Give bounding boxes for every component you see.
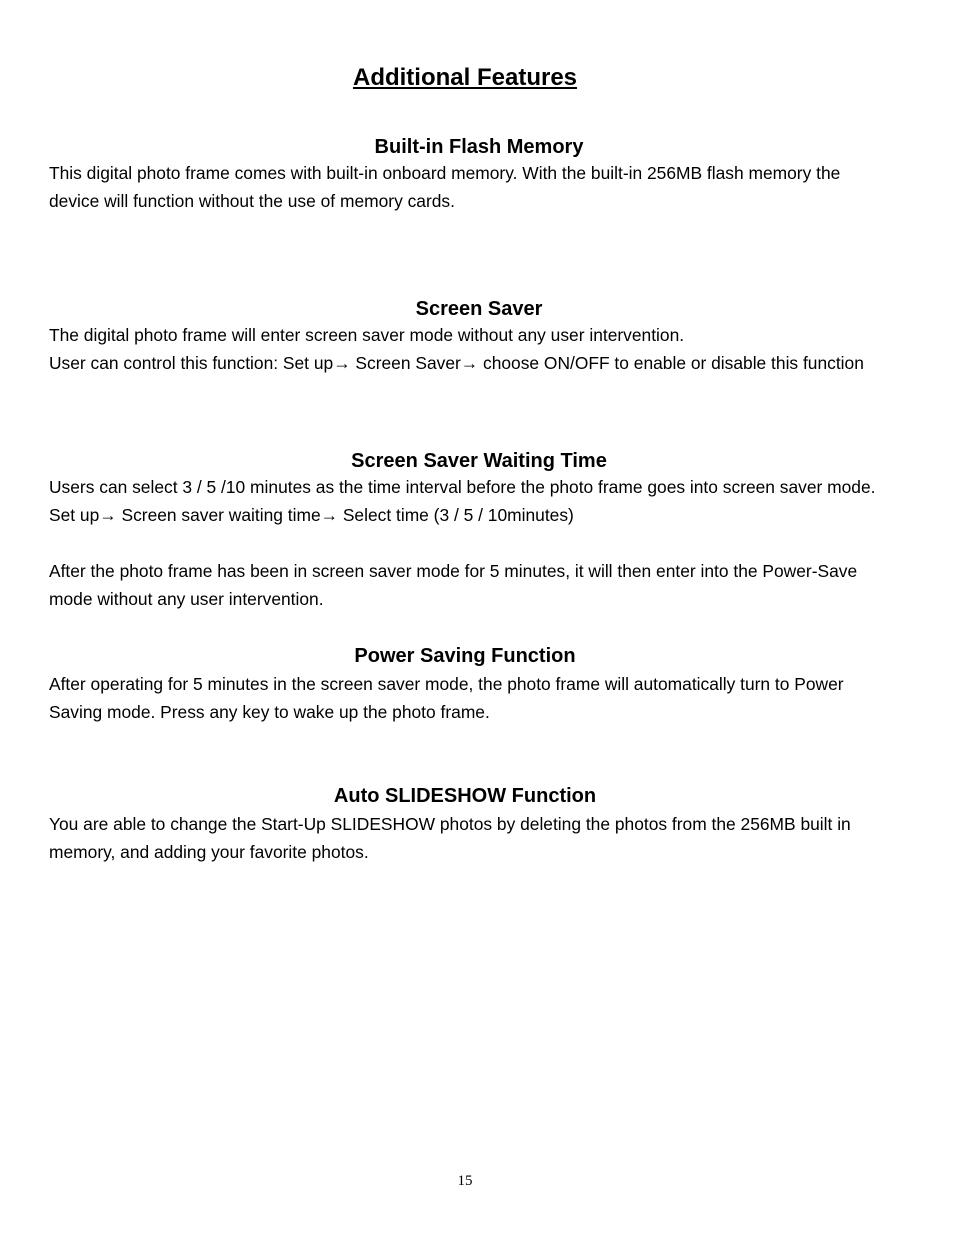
section-body-auto-slideshow bbox=[49, 810, 894, 866]
paragraph: The digital photo frame will enter screen saver mode without any user intervention. bbox=[49, 325, 685, 345]
paragraph: After the photo frame has been in screen saver mode for 5 minutes, it will then enter into the Power-Save mode without any user intervention. bbox=[49, 561, 858, 609]
page-number: 15 bbox=[457, 1173, 473, 1189]
section-body-flash-memory bbox=[49, 159, 894, 215]
section-body-screen-saver bbox=[49, 321, 894, 377]
section-heading-auto-slideshow: Auto SLIDESHOW Function bbox=[333, 785, 597, 807]
paragraph: You are able to change the Start-Up SLIDESHOW photos by deleting the photos from the 256MB built in memory, and adding your favorite photos. bbox=[49, 814, 851, 862]
paragraph: After operating for 5 minutes in the screen saver mode, the photo frame will automatically turn to Power Saving mode. Press any key to wake up the photo frame. bbox=[49, 674, 844, 722]
section-heading-power-saving: Power Saving Function bbox=[354, 645, 576, 667]
paragraph: Users can select 3 / 5 /10 minutes as the time interval before the photo frame goes into screen saver mode. Set up→ Screen saver waiting time→ Select time (3 / 5 / 10minutes) bbox=[49, 477, 876, 525]
section-heading-waiting-time: Screen Saver Waiting Time bbox=[351, 450, 607, 472]
paragraph: User can control this function: Set up→ Screen Saver→ choose ON/OFF to enable or disable this function bbox=[49, 353, 864, 373]
section-body-power-saving bbox=[49, 670, 894, 726]
section-body-waiting-time bbox=[49, 473, 894, 613]
section-heading-flash-memory: Built-in Flash Memory bbox=[374, 136, 584, 158]
section-heading-screen-saver: Screen Saver bbox=[415, 298, 543, 320]
page-title: Additional Features bbox=[352, 64, 578, 91]
paragraph: This digital photo frame comes with built-in onboard memory. With the built-in 256MB flash memory the device will function without the use of memory cards. bbox=[49, 163, 841, 211]
